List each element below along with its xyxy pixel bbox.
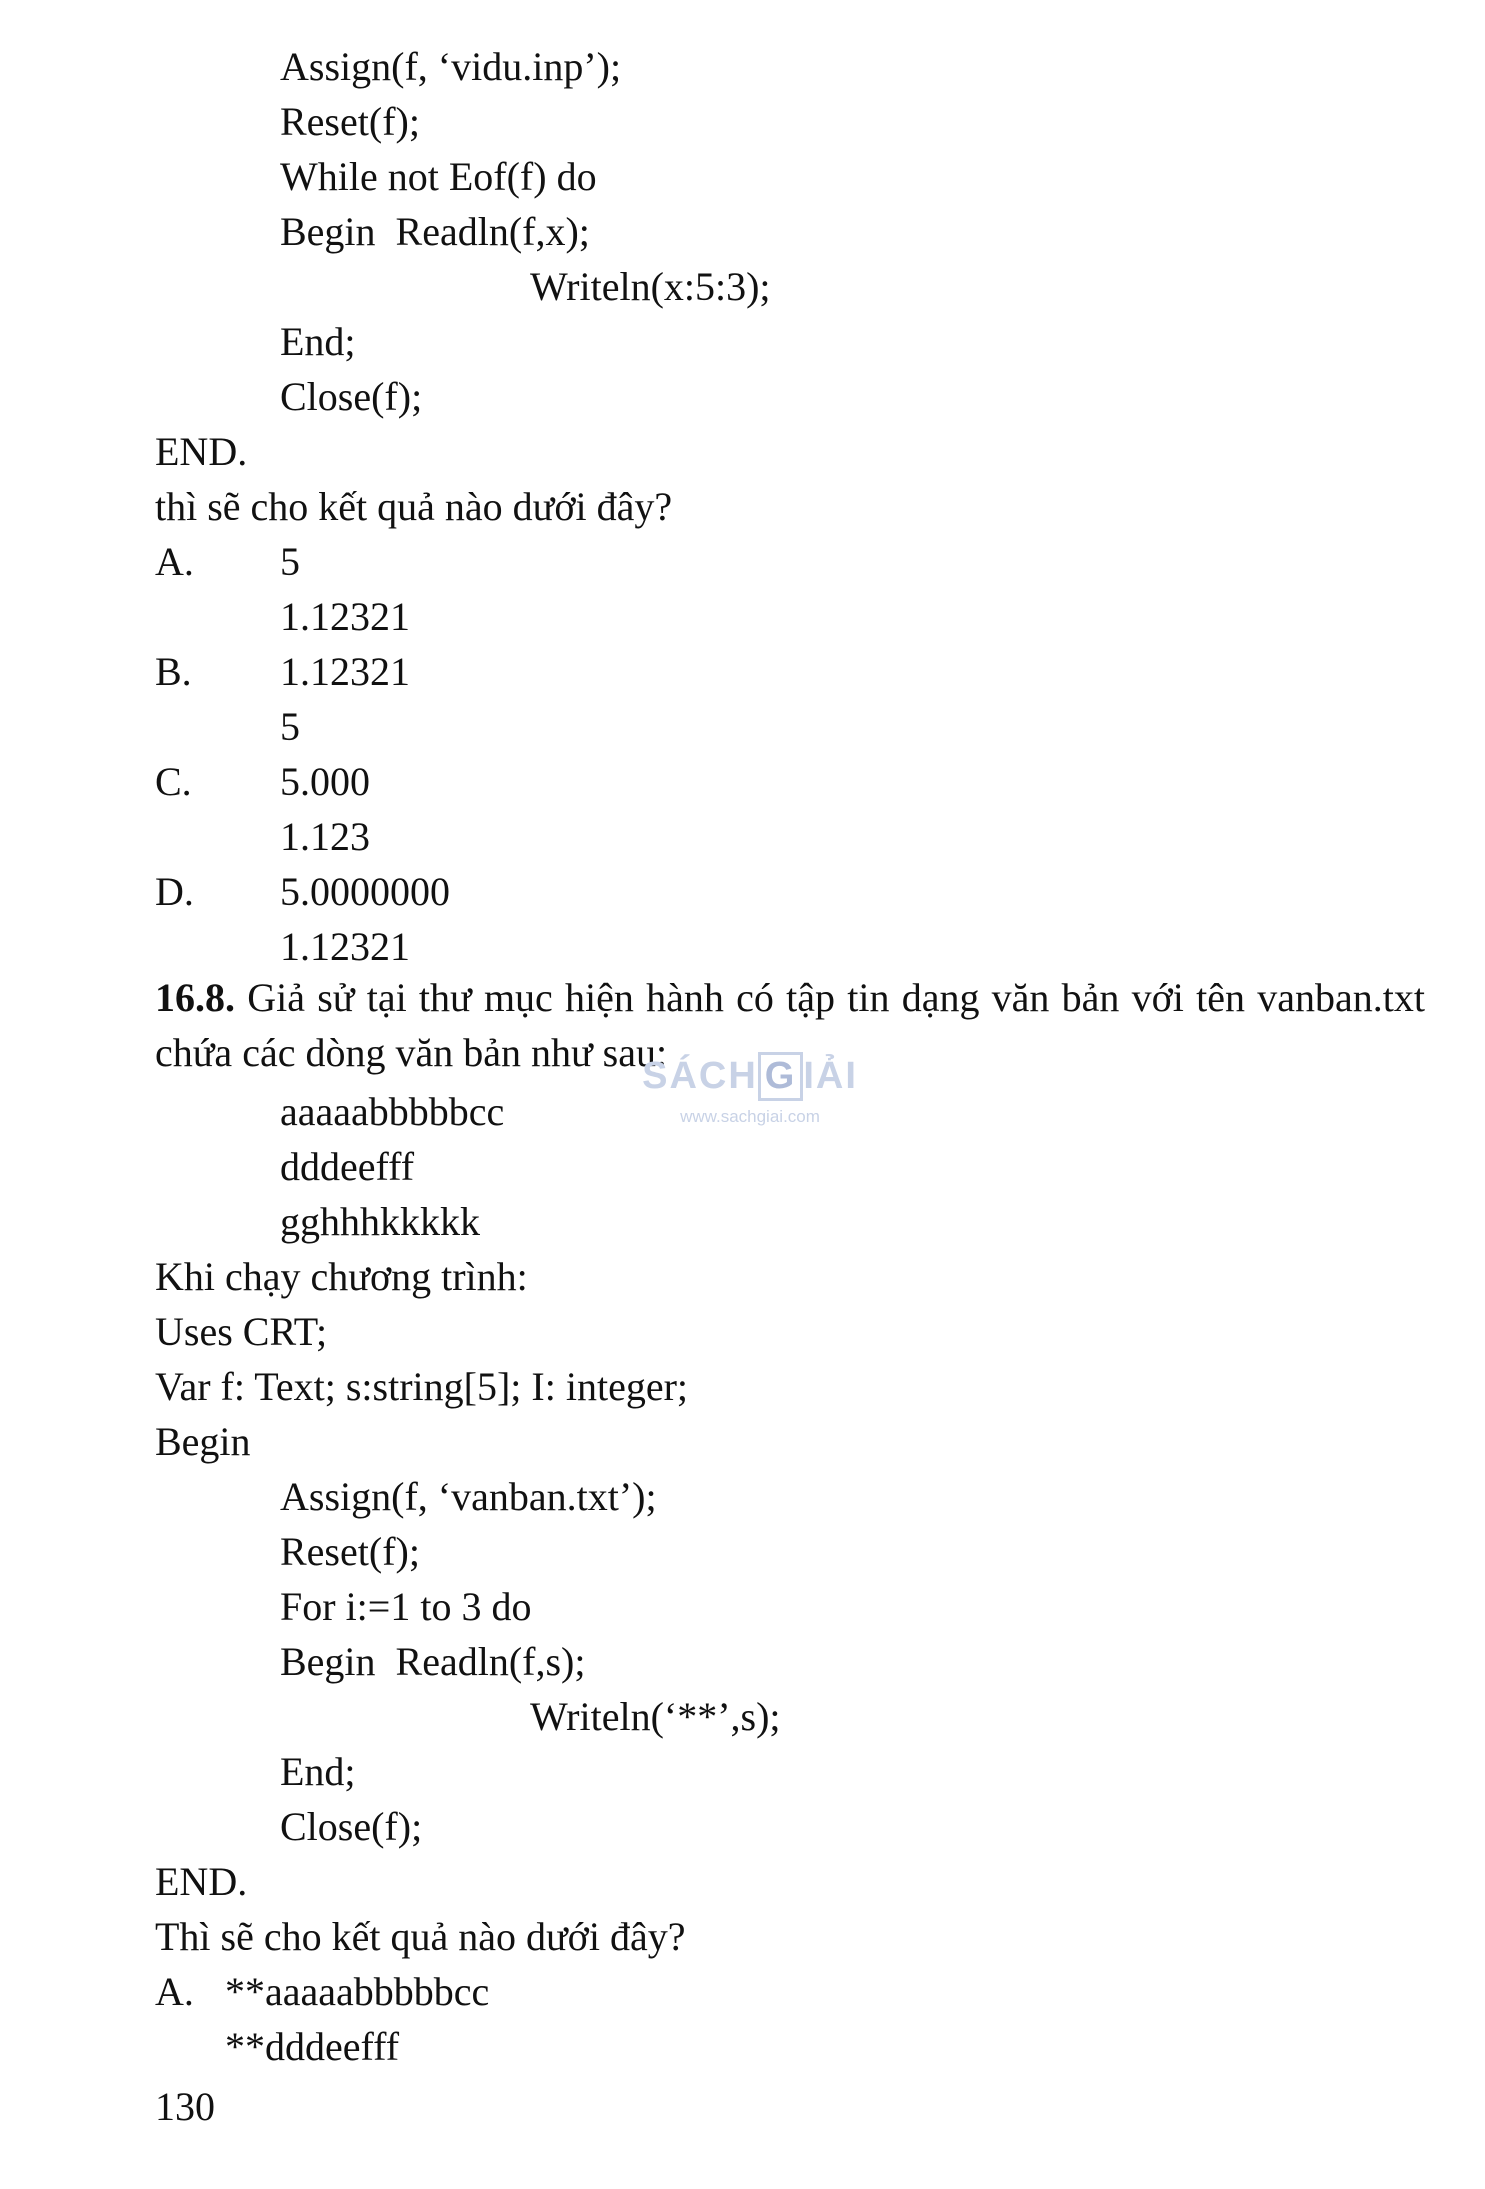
file-line: dddeefff [280, 1144, 415, 1189]
option-letter: C. [155, 759, 192, 804]
option-line: **aaaaabbbbbcc [225, 1969, 490, 2014]
watermark-url: www.sachgiai.com [680, 1107, 820, 1126]
watermark-g: G [758, 1052, 804, 1101]
option-letter: A. [155, 1969, 194, 2014]
code-line: Reset(f); [280, 99, 420, 144]
code-line: End; [280, 1749, 356, 1794]
option-line: 5 [280, 704, 300, 749]
question-1: thì sẽ cho kết quả nào dưới đây? [155, 484, 673, 529]
code-end: END. [155, 1859, 248, 1904]
option-line: 5.0000000 [280, 869, 450, 914]
code-line: Var f: Text; s:string[5]; I: integer; [155, 1364, 689, 1409]
code-line: Writeln(‘**’,s); [530, 1694, 781, 1739]
file-line: aaaaabbbbbcc [280, 1089, 505, 1134]
option-line: 1.123 [280, 814, 370, 859]
watermark-text: SÁCH [642, 1055, 758, 1097]
code-line: Uses CRT; [155, 1309, 328, 1354]
code-line: End; [280, 319, 356, 364]
code-line: While not Eof(f) do [280, 154, 597, 199]
code-line: Assign(f, ‘vanban.txt’); [280, 1474, 657, 1519]
code-line: Close(f); [280, 374, 423, 419]
code-line: Close(f); [280, 1804, 423, 1849]
question-2: Thì sẽ cho kết quả nào dưới đây? [155, 1914, 686, 1959]
code-line: Begin Readln(f,x); [280, 209, 590, 254]
code-end: END. [155, 429, 248, 474]
file-line: gghhhkkkkk [280, 1199, 480, 1244]
watermark-logo [640, 1052, 860, 1127]
option-line: 5 [280, 539, 300, 584]
code-line: Writeln(x:5:3); [530, 264, 771, 309]
option-line: 1.12321 [280, 649, 410, 694]
code-line: Assign(f, ‘vidu.inp’); [280, 44, 622, 89]
option-letter: B. [155, 649, 192, 694]
option-line: 5.000 [280, 759, 370, 804]
page-number: 130 [155, 2084, 215, 2129]
problem-number: 16.8. [155, 975, 235, 1020]
option-letter: A. [155, 539, 194, 584]
option-letter: D. [155, 869, 194, 914]
code-line: For i:=1 to 3 do [280, 1584, 532, 1629]
option-line: 1.12321 [280, 594, 410, 639]
run-label: Khi chạy chương trình: [155, 1254, 528, 1299]
code-line: Reset(f); [280, 1529, 420, 1574]
code-line: Begin Readln(f,s); [280, 1639, 586, 1684]
option-line: **dddeefff [225, 2024, 400, 2069]
code-line: Begin [155, 1419, 251, 1464]
watermark-text: IẢI [803, 1055, 858, 1097]
option-line: 1.12321 [280, 924, 410, 969]
problem-text: Giả sử tại thư mục hiện hành có tập tin dạng văn bản với tên vanban.txt chứa các dòng văn bản như sau: [155, 975, 1425, 1075]
